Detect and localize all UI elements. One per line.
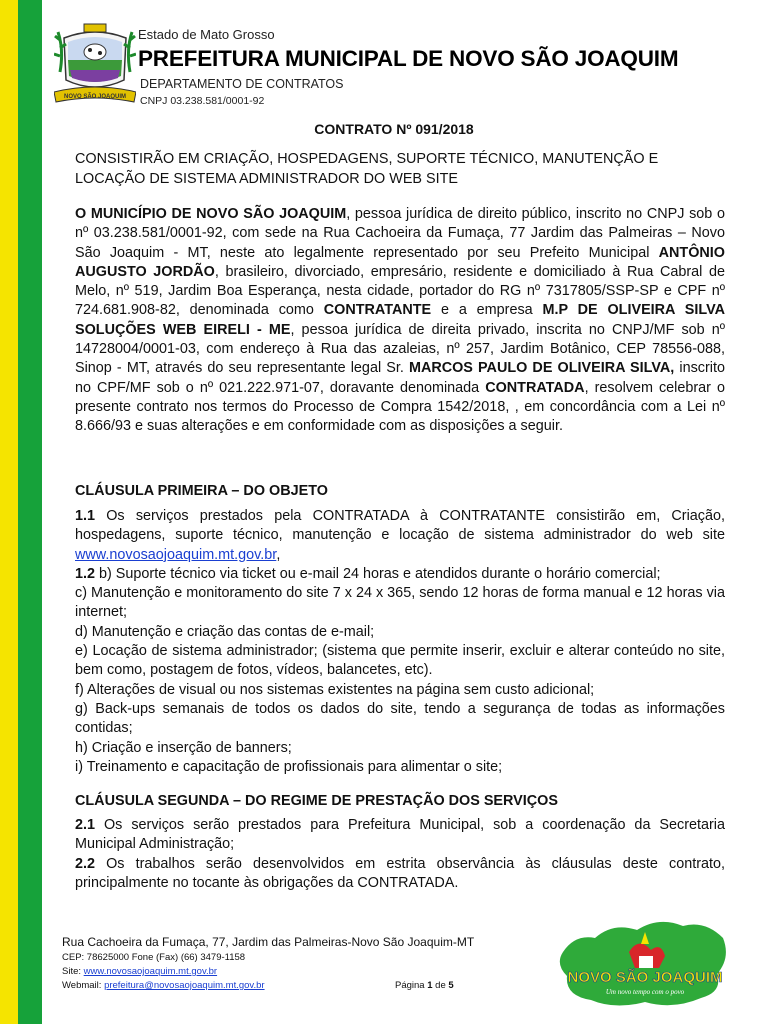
municipal-crest-icon xyxy=(54,20,136,112)
preamble-text-6: , resolvem celebrar o presente contrato nos termos do Processo de Compra 1542/2018, , em concordância com a Lei nº 8.666/93 e suas alterações e em conformidade com as disposições a seguir. xyxy=(75,379,725,435)
clause1-body xyxy=(75,507,725,777)
footer-address: Rua Cachoeira da Fumaça, 77, Jardim das Palmeiras-Novo São Joaquim-MT xyxy=(62,935,475,949)
preamble-municipality: O MUNICÍPIO DE NOVO SÃO JOAQUIM xyxy=(75,206,347,222)
preamble-paragraph xyxy=(75,205,725,437)
preamble-text-5: inscrito no CPF/MF sob o nº 021.222.971-07, doravante denominada xyxy=(75,360,725,396)
clause1-heading: CLÁUSULA PRIMEIRA – DO OBJETO xyxy=(75,483,328,499)
clause-item: d) Manutenção e criação das contas de e-mail; xyxy=(75,623,375,640)
clause-item xyxy=(75,855,725,894)
page-of: de xyxy=(432,980,449,991)
contract-number: CONTRATO Nº 091/2018 xyxy=(314,121,474,137)
item-text: Os serviços serão prestados para Prefeitura Municipal, sob a coordenação da Secretaria Municipal Administração; xyxy=(75,817,725,853)
logo-text: NOVO SÃO JOAQUIM xyxy=(567,969,723,986)
preamble-text-4: , pessoa jurídica de direita privado, inscrita no CNPJ/MF sob nº 14728004/0001-03, com endereço à Rua das azaleias, nº 257, Jardim Botânico, CEP 78556-088, Sinop - MT, através do seu representante legal Sr. xyxy=(75,321,726,377)
preamble-text-3: e a empresa xyxy=(431,302,543,319)
footer-site xyxy=(62,966,217,977)
clause-item xyxy=(75,507,725,565)
footer-webmail xyxy=(62,980,265,991)
clause-item: h) Criação e inserção de banners; xyxy=(75,739,292,756)
header-department: DEPARTAMENTO DE CONTRATOS xyxy=(140,77,344,91)
page-label: Página xyxy=(395,980,428,991)
website-link[interactable]: www.novosaojoaquim.mt.gov.br xyxy=(75,546,277,563)
preamble-mayor: ANTÔNIO AUGUSTO JORDÃO xyxy=(75,244,725,280)
footer-cep-phone: CEP: 78625000 Fone (Fax) (66) 3479-1158 xyxy=(62,952,246,963)
header-state: Estado de Mato Grosso xyxy=(138,27,275,42)
page-current: 1 xyxy=(427,980,433,991)
item-number: 2.1 xyxy=(75,817,96,833)
page-total: 5 xyxy=(448,980,454,991)
preamble-contratada: CONTRATADA xyxy=(485,379,585,396)
footer-webmail-link[interactable]: prefeitura@novosaojoaquim.mt.gov.br xyxy=(104,980,265,991)
preamble-text-2: , brasileiro, divorciado, empresário, residente e domiciliado à Rua Cabral de Melo, nº 519, Jardim Boa Esperança, nesta cidade, portador do RG nº 7317805/SSP-SP e CPF nº 724.681.908-82, denominada como xyxy=(75,263,725,319)
clause-item xyxy=(75,565,725,584)
logo-slogan: Um novo tempo com o povo xyxy=(605,988,685,996)
clause-item: e) Locação de sistema administrador; (sistema que permite inserir, excluir e alterar conteúdo no site, bem como, postagem de fotos, vídeos, balancetes, etc). xyxy=(75,643,725,679)
header-cnpj: CNPJ 03.238.581/0001-92 xyxy=(140,95,265,107)
item-text-end: , xyxy=(276,546,281,563)
novo-sao-joaquim-logo-icon xyxy=(555,912,730,1012)
preamble-contratante: CONTRATANTE xyxy=(323,302,432,319)
clause2-heading: CLÁUSULA SEGUNDA – DO REGIME DE PRESTAÇÃO DOS SERVIÇOS xyxy=(75,793,558,809)
left-yellow-stripe xyxy=(0,0,18,1024)
clause-item: f) Alterações de visual ou nos sistemas existentes na página sem custo adicional; xyxy=(75,681,595,698)
preamble-text-1: , pessoa jurídica de direito público, inscrito no CNPJ sob o nº 03.238.581/0001-92, com sede na Rua Cachoeira da Fumaça, 77 Jardim das Palmeiras – Novo São Joaquim - MT, neste ato legalmente representado por seu Prefeito Municipal xyxy=(75,206,725,261)
page-title: PREFEITURA MUNICIPAL DE NOVO SÃO JOAQUIM xyxy=(138,46,679,71)
page-indicator xyxy=(395,980,454,991)
item-number: 1.2 xyxy=(75,565,96,582)
item-number: 2.2 xyxy=(75,855,96,872)
clause-item xyxy=(75,816,725,855)
preamble-representative: MARCOS PAULO DE OLIVEIRA SILVA, xyxy=(408,360,675,377)
left-green-stripe xyxy=(18,0,42,1024)
footer-site-link[interactable]: www.novosaojoaquim.mt.gov.br xyxy=(83,966,218,977)
footer-site-label: Site: xyxy=(62,966,84,977)
item-text: b) Suporte técnico via ticket ou e-mail 24 horas e atendidos durante o horário comercial; xyxy=(95,565,661,582)
clause2-body xyxy=(75,816,725,893)
preamble-company: M.P DE OLIVEIRA SILVA SOLUÇÕES WEB EIRELI - ME xyxy=(75,302,725,338)
crest-ribbon-text: NOVO SÃO JOAQUIM xyxy=(63,94,127,100)
item-text: Os trabalhos serão desenvolvidos em estrita observância às cláusulas deste contrato, principalmente no tocante às obrigações da CONTRATADA. xyxy=(75,855,725,891)
item-number: 1.1 xyxy=(75,508,96,524)
footer-webmail-label: Webmail: xyxy=(62,980,105,991)
clause-item: c) Manutenção e monitoramento do site 7 x 24 x 365, sendo 12 horas de forma manual e 12 horas via internet; xyxy=(75,585,725,621)
clause-item: g) Back-ups semanais de todos os dados do site, tendo a segurança de todas as informações contidas; xyxy=(75,700,725,737)
contract-subject: CONSISTIRÃO EM CRIAÇÃO, HOSPEDAGENS, SUPORTE TÉCNICO, MANUTENÇÃO E LOCAÇÃO DE SISTEMA ADMINISTRADOR DO WEB SITE xyxy=(75,151,659,187)
item-text: Os serviços prestados pela CONTRATADA à CONTRATANTE consistirão em, Criação, hospedagens, suporte técnico, manutenção e locação de sistema administrador do web site xyxy=(75,508,725,544)
clause-item: i) Treinamento e capacitação de profissionais para alimentar o site; xyxy=(75,758,503,775)
